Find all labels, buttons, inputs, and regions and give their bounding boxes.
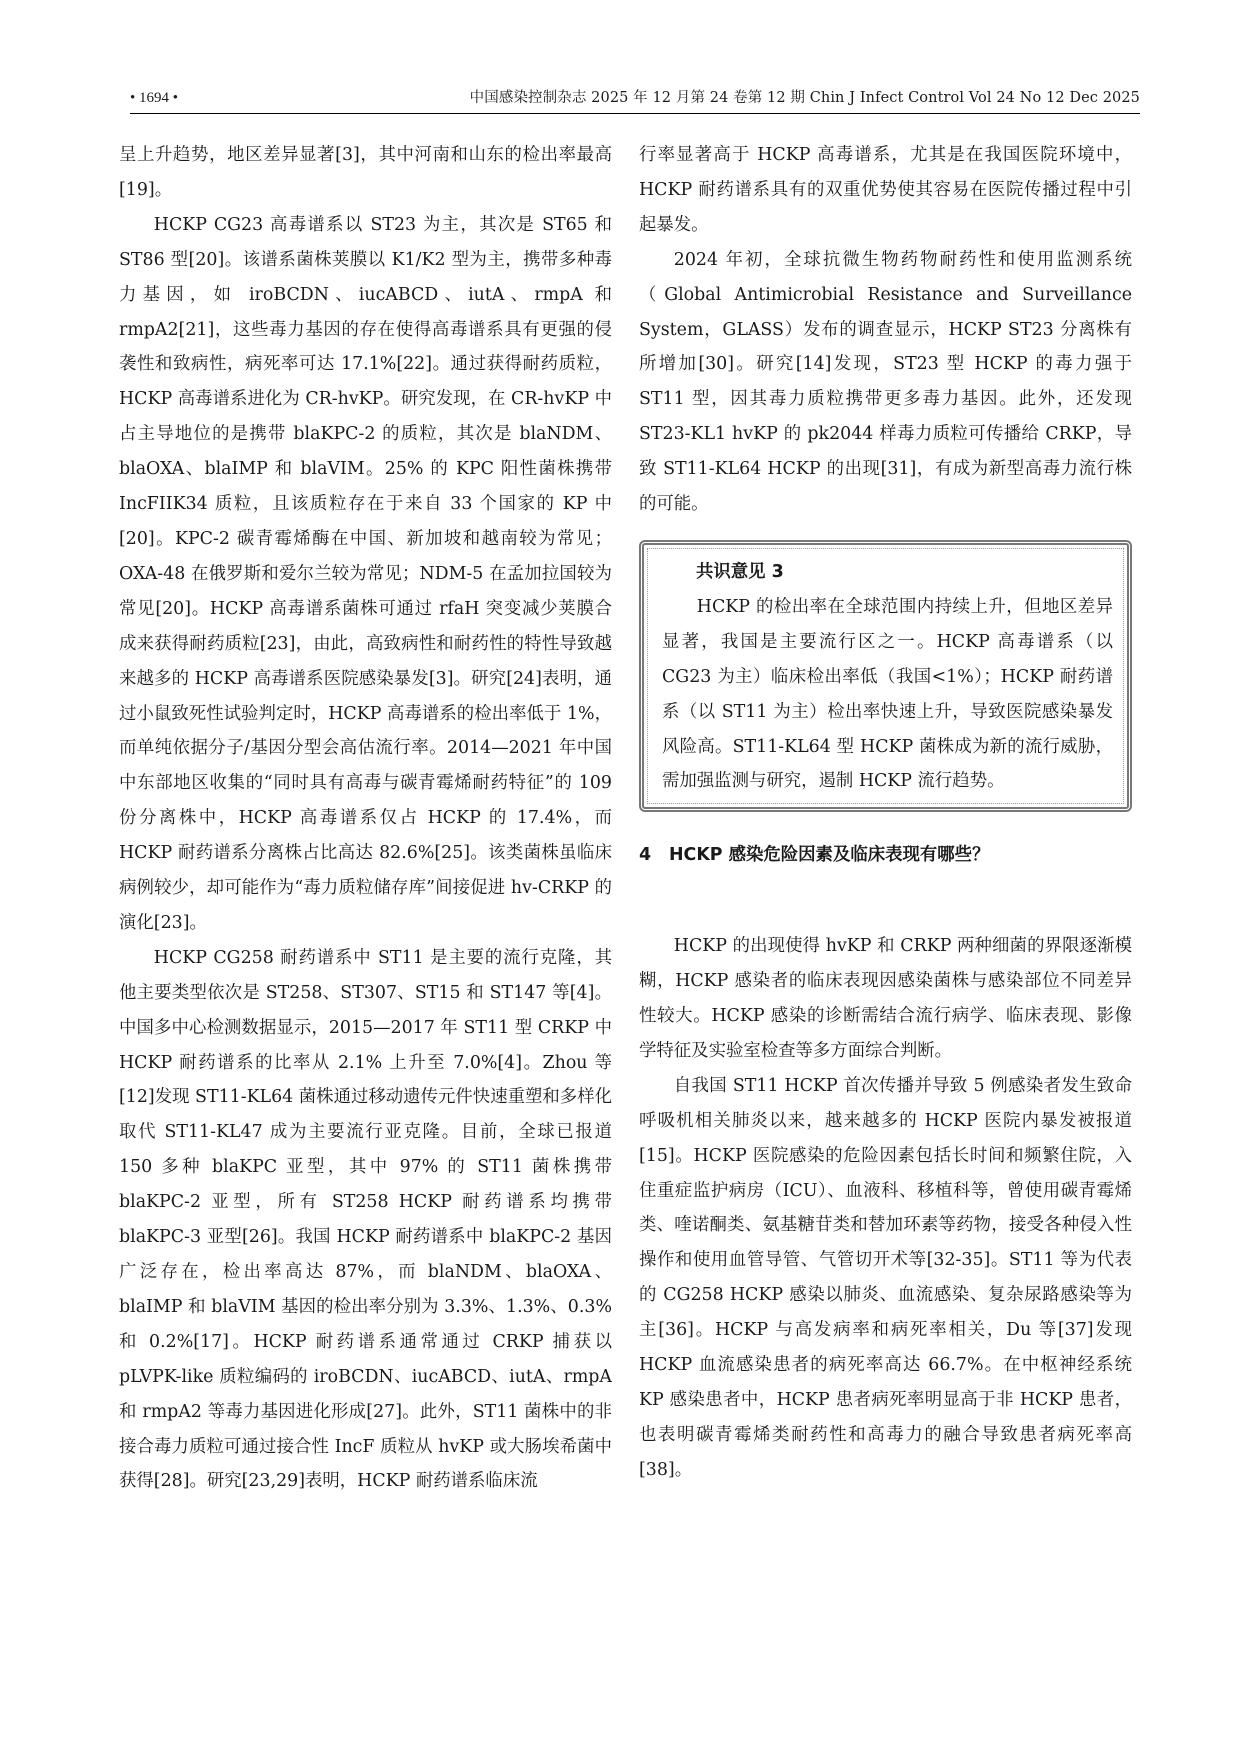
paragraph: 自我国 ST11 HCKP 首次传播并导致 5 例感染者发生致命呼吸机相关肺炎以来，越来越多的 HCKP 医院内暴发被报道[15]。HCKP 医院感染的危险因素包括长时间和频繁住院，入住重症监护病房（ICU）、血液科、移植科等，曾使用碳青霉烯类、喹诺酮类、氨基糖苷类和替加环素等药物，接受各种侵入性操作和使用血管导管、气管切开术等[32-35]。ST11 等为代表的 CG258 HCKP 感染以肺炎、血流感染、复杂尿路感染等为主[36]。HCKP 与高发病率和病死率相关，Du 等[37]发现 HCKP 血流感染患者的病死率高达 66.7%。在中枢神经系统 KP 感染患者中，HCKP 患者病死率明显高于非 HCKP 患者，也表明碳青霉烯类耐药性和高毒力的融合导致患者病死率高[38]。 [639,1075,1132,1480]
page-number: • 1694 • [130,90,179,106]
right-column [639,138,1132,1488]
paragraph: HCKP CG23 高毒谱系以 ST23 为主，其次是 ST65 和 ST86 型[20]。该谱系菌株荚膜以 K1/K2 型为主，携带多种毒力基因，如 iroBCDN、iucABCD、iutA、rmpA 和 rmpA2[21]，这些毒力基因的存在使得高毒谱系具有更强的侵袭性和致病性，病死率可达 17.1%[22]。通过获得耐药质粒，HCKP 高毒谱系进化为 CR-hvKP。研究发现，在 CR-hvKP 中占主导地位的是携带 blaKPC-2 的质粒，其次是 blaNDM、blaOXA、blaIMP 和 blaVIM。25% 的 KPC 阳性菌株携带 IncFIIK34 质粒，且该质粒存在于来自 33 个国家的 KP 中[20]。KPC-2 碳青霉烯酶在中国、新加坡和越南较为常见；OXA-48 在俄罗斯和爱尔兰较为常见；NDM-5 在孟加拉国较为常见[20]。HCKP 高毒谱系菌株可通过 rfaH 突变减少荚膜合成来获得耐药质粒[23]，由此，高致病性和耐药性的特性导致越来越多的 HCKP 高毒谱系医院感染暴发[3]。研究[24]表明，通过小鼠致死性试验判定时，HCKP 高毒谱系的检出率低于 1%，而单纯依据分子/基因分型会高估流行率。2014—2021 年中国中东部地区收集的“同时具有高毒与碳青霉烯耐药特征”的 109 份分离株中，HCKP 高毒谱系仅占 HCKP 的 17.4%，而 HCKP 耐药谱系分离株占比高达 82.6%[25]。该类菌株虽临床病例较少，却可能作为“毒力质粒储存库”间接促进 hv-CRKP 的演化[23]。 [119,214,612,933]
consensus-text: HCKP 的检出率在全球范围内持续上升，但地区差异显著，我国是主要流行区之一。HCKP 高毒谱系（以 CG23 为主）临床检出率低（我国<1%）；HCKP 耐药谱系（以 ST11 为主）检出率快速上升，导致医院感染暴发风险高。ST11-KL64 型 HCKP 菌株成为新的流行威胁，需加强监测与研究，遏制 HCKP 流行趋势。 [662,596,1113,792]
consensus-box [639,540,1132,812]
consensus-title: 共识意见 3 [696,561,784,582]
paragraph: 2024 年初，全球抗微生物药物耐药性和使用监测系统（Global Antimicrobial Resistance and Surveillance System，GLASS）发布的调查显示，HCKP ST23 分离株有所增加[30]。研究[14]发现，ST23 型 HCKP 的毒力强于 ST11 型，因其毒力质粒携带更多毒力基因。此外，还发现 ST23-KL1 hvKP 的 pk2044 样毒力质粒可传播给 CRKP，导致 ST11-KL64 HCKP 的出现[31]，有成为新型高毒力流行株的可能。 [639,249,1132,515]
journal-citation: 中国感染控制杂志 2025 年 12 月第 24 卷第 12 期 Chin J Infect Control Vol 24 No 12 Dec 2025 [469,90,1140,106]
paragraph: HCKP 的出现使得 hvKP 和 CRKP 两种细菌的界限逐渐模糊，HCKP 感染者的临床表现因感染菌株与感染部位不同差异性较大。HCKP 感染的诊断需结合流行病学、临床表现、影像学特征及实验室检查等多方面综合判断。 [639,936,1132,1061]
paragraph: 行率显著高于 HCKP 高毒谱系，尤其是在我国医院环境中，HCKP 耐药谱系具有的双重优势使其容易在医院传播过程中引起暴发。 [639,145,1132,235]
paragraph: 呈上升趋势，地区差异显著[3]，其中河南和山东的检出率最高[19]。 [119,145,612,200]
section-title: HCKP 感染危险因素及临床表现有哪些？ [669,845,990,866]
section-number: 4 [639,845,652,866]
section-heading [639,838,1132,873]
running-header [130,84,1140,114]
left-column [119,138,612,1499]
paragraph: HCKP CG258 耐药谱系中 ST11 是主要的流行克隆，其他主要类型依次是 ST258、ST307、ST15 和 ST147 等[4]。中国多中心检测数据显示，2015—2017 年 ST11 型 CRKP 中 HCKP 耐药谱系的比率从 2.1% 上升至 7.0%[4]。Zhou 等[12]发现 ST11-KL64 菌株通过移动遗传元件快速重塑和多样化取代 ST11-KL47 成为主要流行亚克隆。目前，全球已报道 150 多种 blaKPC 亚型，其中 97% 的 ST11 菌株携带 blaKPC-2 亚型，所有 ST258 HCKP 耐药谱系均携带 blaKPC-3 亚型[26]。我国 HCKP 耐药谱系中 blaKPC-2 基因广泛存在，检出率高达 87%，而 blaNDM、blaOXA、blaIMP 和 blaVIM 基因的检出率分别为 3.3%、1.3%、0.3% 和 0.2%[17]。HCKP 耐药谱系通常通过 CRKP 捕获以 pLVPK-like 质粒编码的 iroBCDN、iucABCD、iutA、rmpA 和 rmpA2 等毒力基因进化形成[27]。此外，ST11 菌株中的非接合毒力质粒可通过接合性 IncF 质粒从 hvKP 或大肠埃希菌中获得[28]。研究[23,29]表明，HCKP 耐药谱系临床流 [119,947,612,1492]
